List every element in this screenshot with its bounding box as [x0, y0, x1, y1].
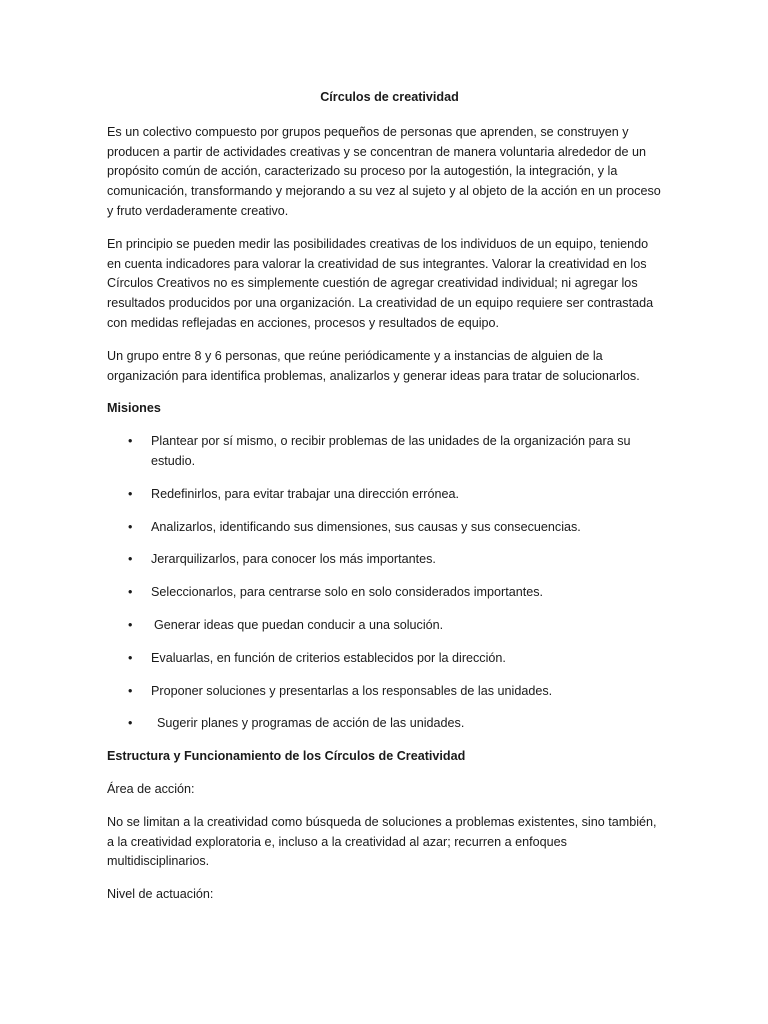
mission-text: Redefinirlos, para evitar trabajar una dirección errónea.: [151, 486, 460, 501]
mission-item: [107, 550, 664, 570]
mission-item: [107, 485, 664, 505]
bullet-icon: •: [128, 683, 133, 698]
mission-text: Evaluarlas, en función de criterios establecidos por la dirección.: [151, 650, 506, 665]
bullet-icon: •: [128, 716, 133, 731]
bullet-icon: •: [128, 552, 133, 567]
mission-item: [107, 518, 664, 538]
bullet-icon: •: [128, 650, 133, 665]
level-label: Nivel de actuación:: [107, 887, 214, 902]
bullet-icon: •: [128, 617, 133, 632]
mission-item: [107, 682, 664, 702]
bullet-icon: •: [128, 434, 133, 449]
mission-text: Proponer soluciones y presentarlas a los responsables de las unidades.: [151, 683, 553, 698]
bullet-icon: •: [128, 486, 133, 501]
mission-text: Jerarquilizarlos, para conocer los más importantes.: [151, 552, 436, 567]
area-paragraph: No se limitan a la creatividad como búsqueda de soluciones a problemas existentes, sino también, a la creatividad exploratoria e, incluso a la creatividad al azar; recurren a enfoques multidisciplinarios.: [107, 814, 657, 869]
mission-item: [107, 649, 664, 669]
measurement-paragraph: En principio se pueden medir las posibilidades creativas de los individuos de un equipo, teniendo en cuenta indicadores para valorar la creatividad de sus integrantes. Valorar la creatividad en los Círculos Creativos no es simplemente cuestión de agregar creatividad individual; ni agregar los resultados producidos por una organización. La creatividad de un equipo requiere ser contrastada con medidas reflejadas en acciones, procesos y resultados de equipo.: [107, 236, 654, 330]
mission-item: [107, 432, 664, 472]
area-label: Área de acción:: [107, 781, 195, 796]
mission-text: Plantear por sí mismo, o recibir problemas de las unidades de la organización para su estudio.: [151, 434, 631, 468]
mission-text: Analizarlos, identificando sus dimensiones, sus causas y sus consecuencias.: [151, 519, 581, 534]
missions-list: [107, 432, 664, 734]
missions-heading: Misiones: [107, 401, 161, 416]
bullet-icon: •: [128, 585, 133, 600]
document-title: Círculos de creatividad: [320, 90, 459, 104]
bullet-icon: •: [128, 519, 133, 534]
mission-item: [107, 714, 664, 734]
mission-item: [107, 616, 664, 636]
mission-text: Generar ideas que puedan conducir a una solución.: [154, 617, 444, 632]
structure-heading: Estructura y Funcionamiento de los Círculos de Creatividad: [107, 749, 466, 764]
group-paragraph: Un grupo entre 8 y 6 personas, que reúne periódicamente y a instancias de alguien de la organización para identifica problemas, analizarlos y generar ideas para tratar de solucionarlos.: [107, 348, 640, 383]
intro-paragraph: Es un colectivo compuesto por grupos pequeños de personas que aprenden, se construyen y producen a partir de actividades creativas y se concentran de manera voluntaria alrededor de un propósito común de acción, caracterizado su proceso por la autogestión, la integración, y la comunicación, transformando y mejorando a su vez al sujeto y al objeto de la acción en un proceso y fruto verdaderamente creativo.: [107, 124, 661, 218]
mission-item: [107, 583, 664, 603]
mission-text: Sugerir planes y programas de acción de las unidades.: [157, 716, 465, 731]
mission-text: Seleccionarlos, para centrarse solo en solo considerados importantes.: [151, 585, 544, 600]
